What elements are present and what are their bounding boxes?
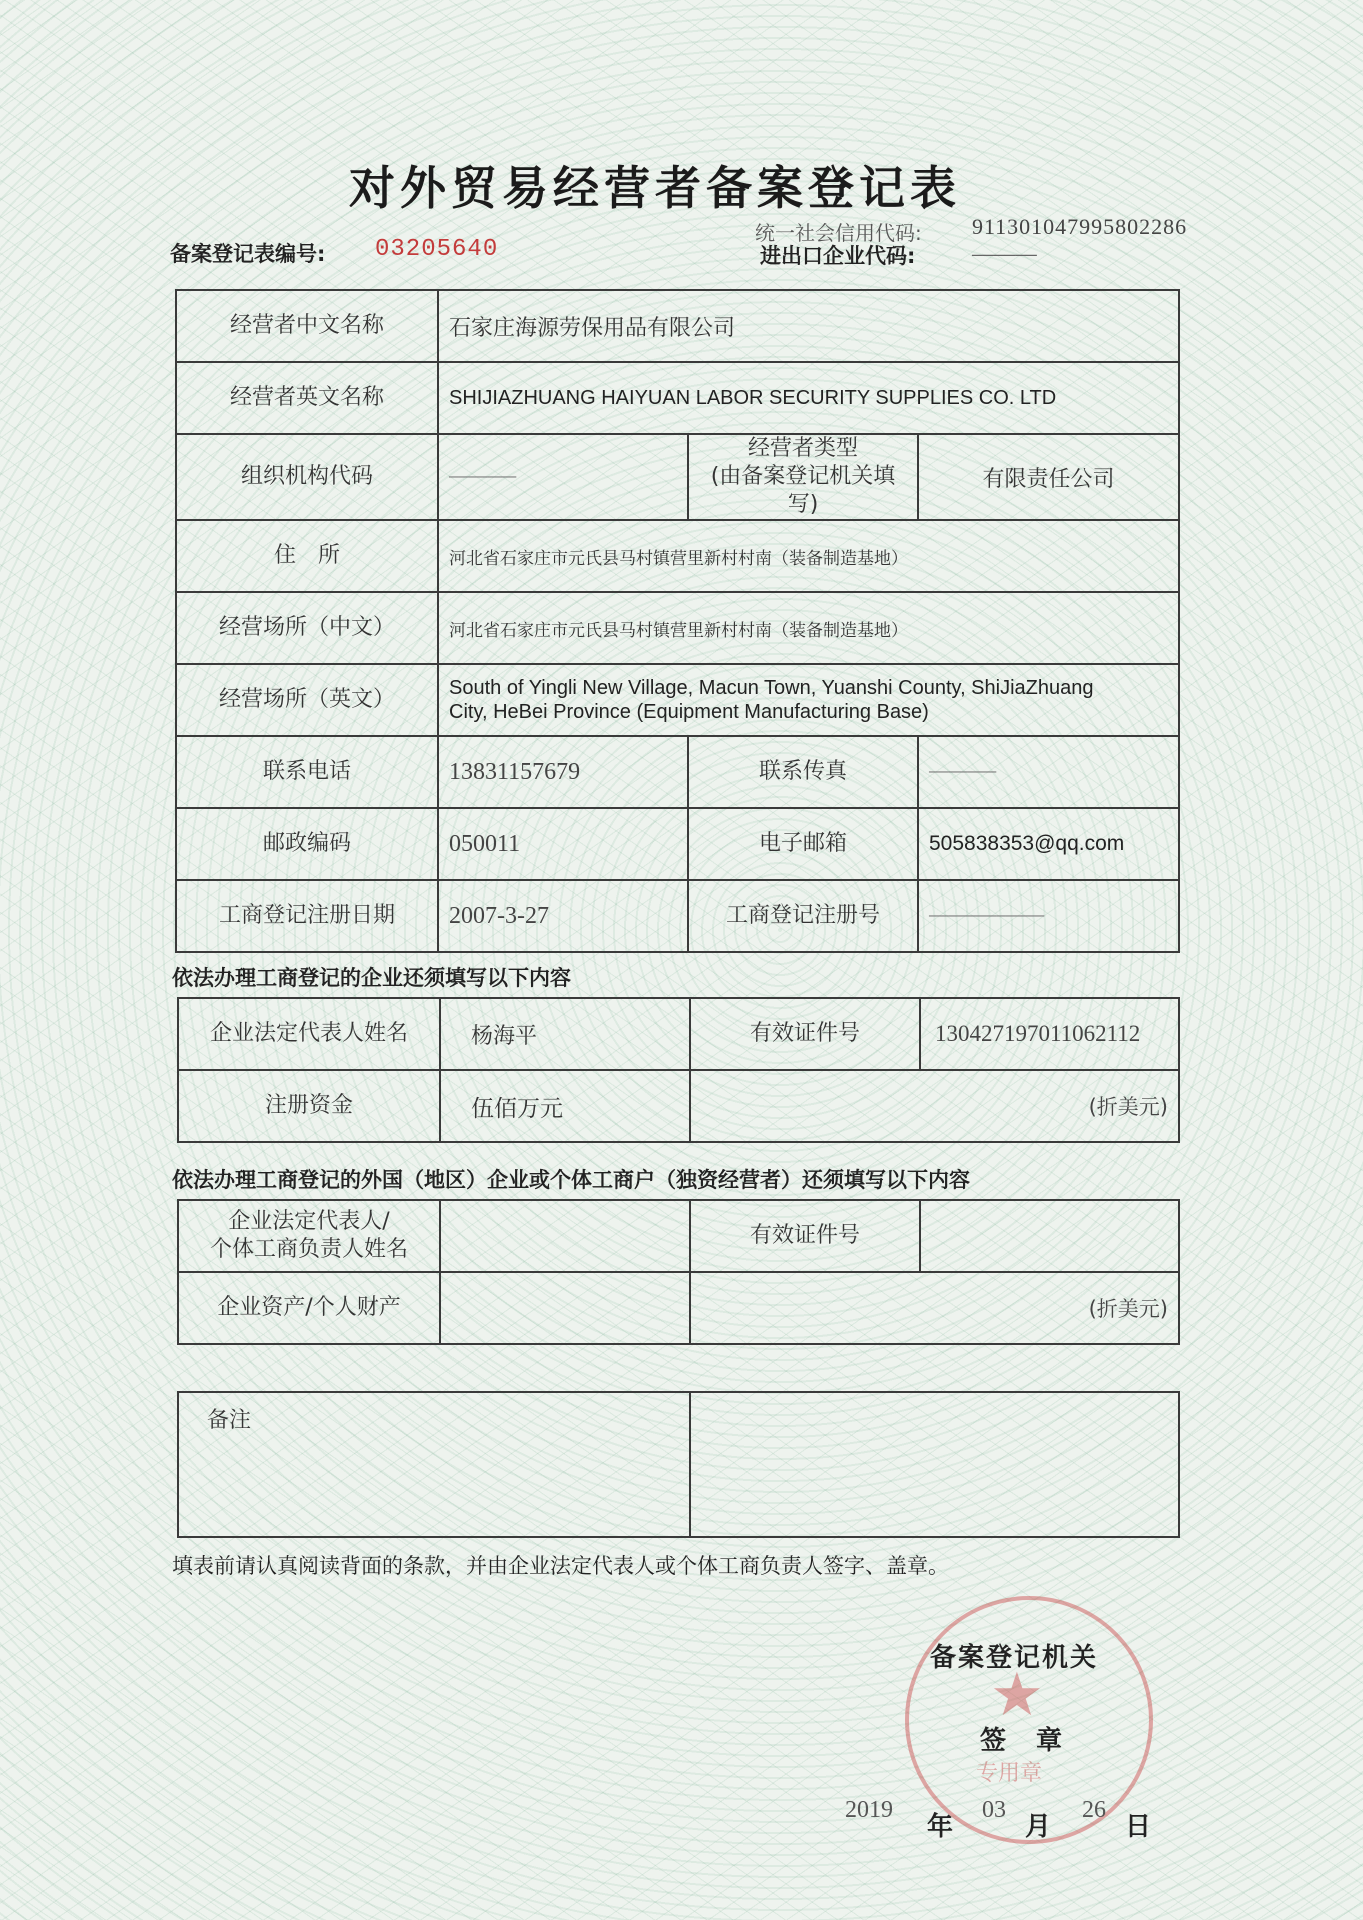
rep-name-label-line1: 企业法定代表人/ xyxy=(228,1209,390,1234)
phone-label: 联系电话 xyxy=(176,736,438,808)
instruction-note: 填表前请认真阅读背面的条款，并由企业法定代表人或个体工商负责人签字、盖章。 xyxy=(172,1554,949,1578)
section1-table xyxy=(177,997,1180,1143)
operator-type-label-line2: (由备案登记机关填写) xyxy=(710,464,896,517)
import-export-code-value: —————— xyxy=(972,246,1037,266)
rep-name-value xyxy=(440,1200,690,1272)
usc-label: 统一社会信用代码: xyxy=(755,221,922,245)
filing-agency-label: 备案登记机关 xyxy=(930,1643,1099,1673)
place-en-value xyxy=(438,664,1179,736)
section1-heading: 依法办理工商登记的企业还须填写以下内容 xyxy=(172,966,571,990)
place-cn-label: 经营场所（中文） xyxy=(176,592,438,664)
en-name-label: 经营者英文名称 xyxy=(176,362,438,434)
place-en-line1: South of Yingli New Village, Macun Town, Yuanshi County, ShiJiaZhuang xyxy=(449,677,1094,699)
address-label: 住 所 xyxy=(176,520,438,592)
import-export-code-label: 进出口企业代码: xyxy=(760,244,916,268)
operator-type-label xyxy=(688,434,918,520)
id-no-label: 有效证件号 xyxy=(690,998,920,1070)
assets-value xyxy=(440,1272,690,1344)
seal-label: 签 章 xyxy=(980,1726,1065,1756)
capital-value: 伍佰万元 xyxy=(440,1070,690,1142)
record-no-value: 03205640 xyxy=(375,236,499,263)
address-value: 河北省石家庄市元氏县马村镇营里新村村南（装备制造基地） xyxy=(438,520,1179,592)
fax-value: ——————— xyxy=(918,736,1179,808)
place-cn-value: 河北省石家庄市元氏县马村镇营里新村村南（装备制造基地） xyxy=(438,592,1179,664)
place-en-label: 经营场所（英文） xyxy=(176,664,438,736)
email-value: 505838353@qq.com xyxy=(918,808,1179,880)
email-label: 电子邮箱 xyxy=(688,808,918,880)
place-en-line2: City, HeBei Province (Equipment Manufacturing Base) xyxy=(449,701,929,723)
remarks-table xyxy=(177,1391,1180,1538)
usc-value: 911301047995802286 xyxy=(972,214,1188,239)
capital-usd-note: (折美元) xyxy=(690,1070,1179,1142)
form-title: 对外贸易经营者备案登记表 xyxy=(349,161,961,215)
reg-date-value: 2007-3-27 xyxy=(438,880,688,952)
remarks-value xyxy=(690,1392,1179,1537)
assets-usd-note: (折美元) xyxy=(690,1272,1179,1344)
phone-value: 13831157679 xyxy=(438,736,688,808)
reg-no-value: ———————————— xyxy=(918,880,1179,952)
main-info-table xyxy=(175,289,1180,953)
reg-no-label: 工商登记注册号 xyxy=(688,880,918,952)
date-day-unit: 日 xyxy=(1125,1812,1152,1842)
seal-sub-text: 专用章 xyxy=(976,1761,1043,1786)
section2-id-value xyxy=(920,1200,1179,1272)
en-name-value: SHIJIAZHUANG HAIYUAN LABOR SECURITY SUPPLIES CO. LTD xyxy=(438,362,1179,434)
legal-rep-label: 企业法定代表人姓名 xyxy=(178,998,440,1070)
operator-type-value: 有限责任公司 xyxy=(918,434,1179,520)
cn-name-value: 石家庄海源劳保用品有限公司 xyxy=(438,290,1179,362)
rep-name-label-line2: 个体工商负责人姓名 xyxy=(209,1237,408,1262)
section2-table xyxy=(177,1199,1180,1345)
reg-date-label: 工商登记注册日期 xyxy=(176,880,438,952)
section2-id-label: 有效证件号 xyxy=(690,1200,920,1272)
assets-label: 企业资产/个人财产 xyxy=(178,1272,440,1344)
operator-type-label-line1: 经营者类型 xyxy=(747,436,858,461)
date-month-unit: 月 xyxy=(1025,1812,1052,1842)
rep-name-label xyxy=(178,1200,440,1272)
seal-star-icon: ★ xyxy=(990,1660,1044,1730)
legal-rep-value: 杨海平 xyxy=(440,998,690,1070)
date-month: 03 xyxy=(982,1797,1006,1823)
date-day: 26 xyxy=(1082,1797,1106,1823)
postcode-label: 邮政编码 xyxy=(176,808,438,880)
capital-label: 注册资金 xyxy=(178,1070,440,1142)
id-no-value: 130427197011062112 xyxy=(920,998,1179,1070)
date-year-unit: 年 xyxy=(927,1812,954,1842)
record-no-label: 备案登记表编号: xyxy=(170,242,326,266)
org-code-label: 组织机构代码 xyxy=(176,434,438,520)
remarks-label: 备注 xyxy=(178,1392,690,1537)
fax-label: 联系传真 xyxy=(688,736,918,808)
org-code-value: ——————— xyxy=(438,434,688,520)
date-year: 2019 xyxy=(845,1797,893,1823)
section2-heading: 依法办理工商登记的外国（地区）企业或个体工商户（独资经营者）还须填写以下内容 xyxy=(172,1168,970,1192)
postcode-value: 050011 xyxy=(438,808,688,880)
cn-name-label: 经营者中文名称 xyxy=(176,290,438,362)
